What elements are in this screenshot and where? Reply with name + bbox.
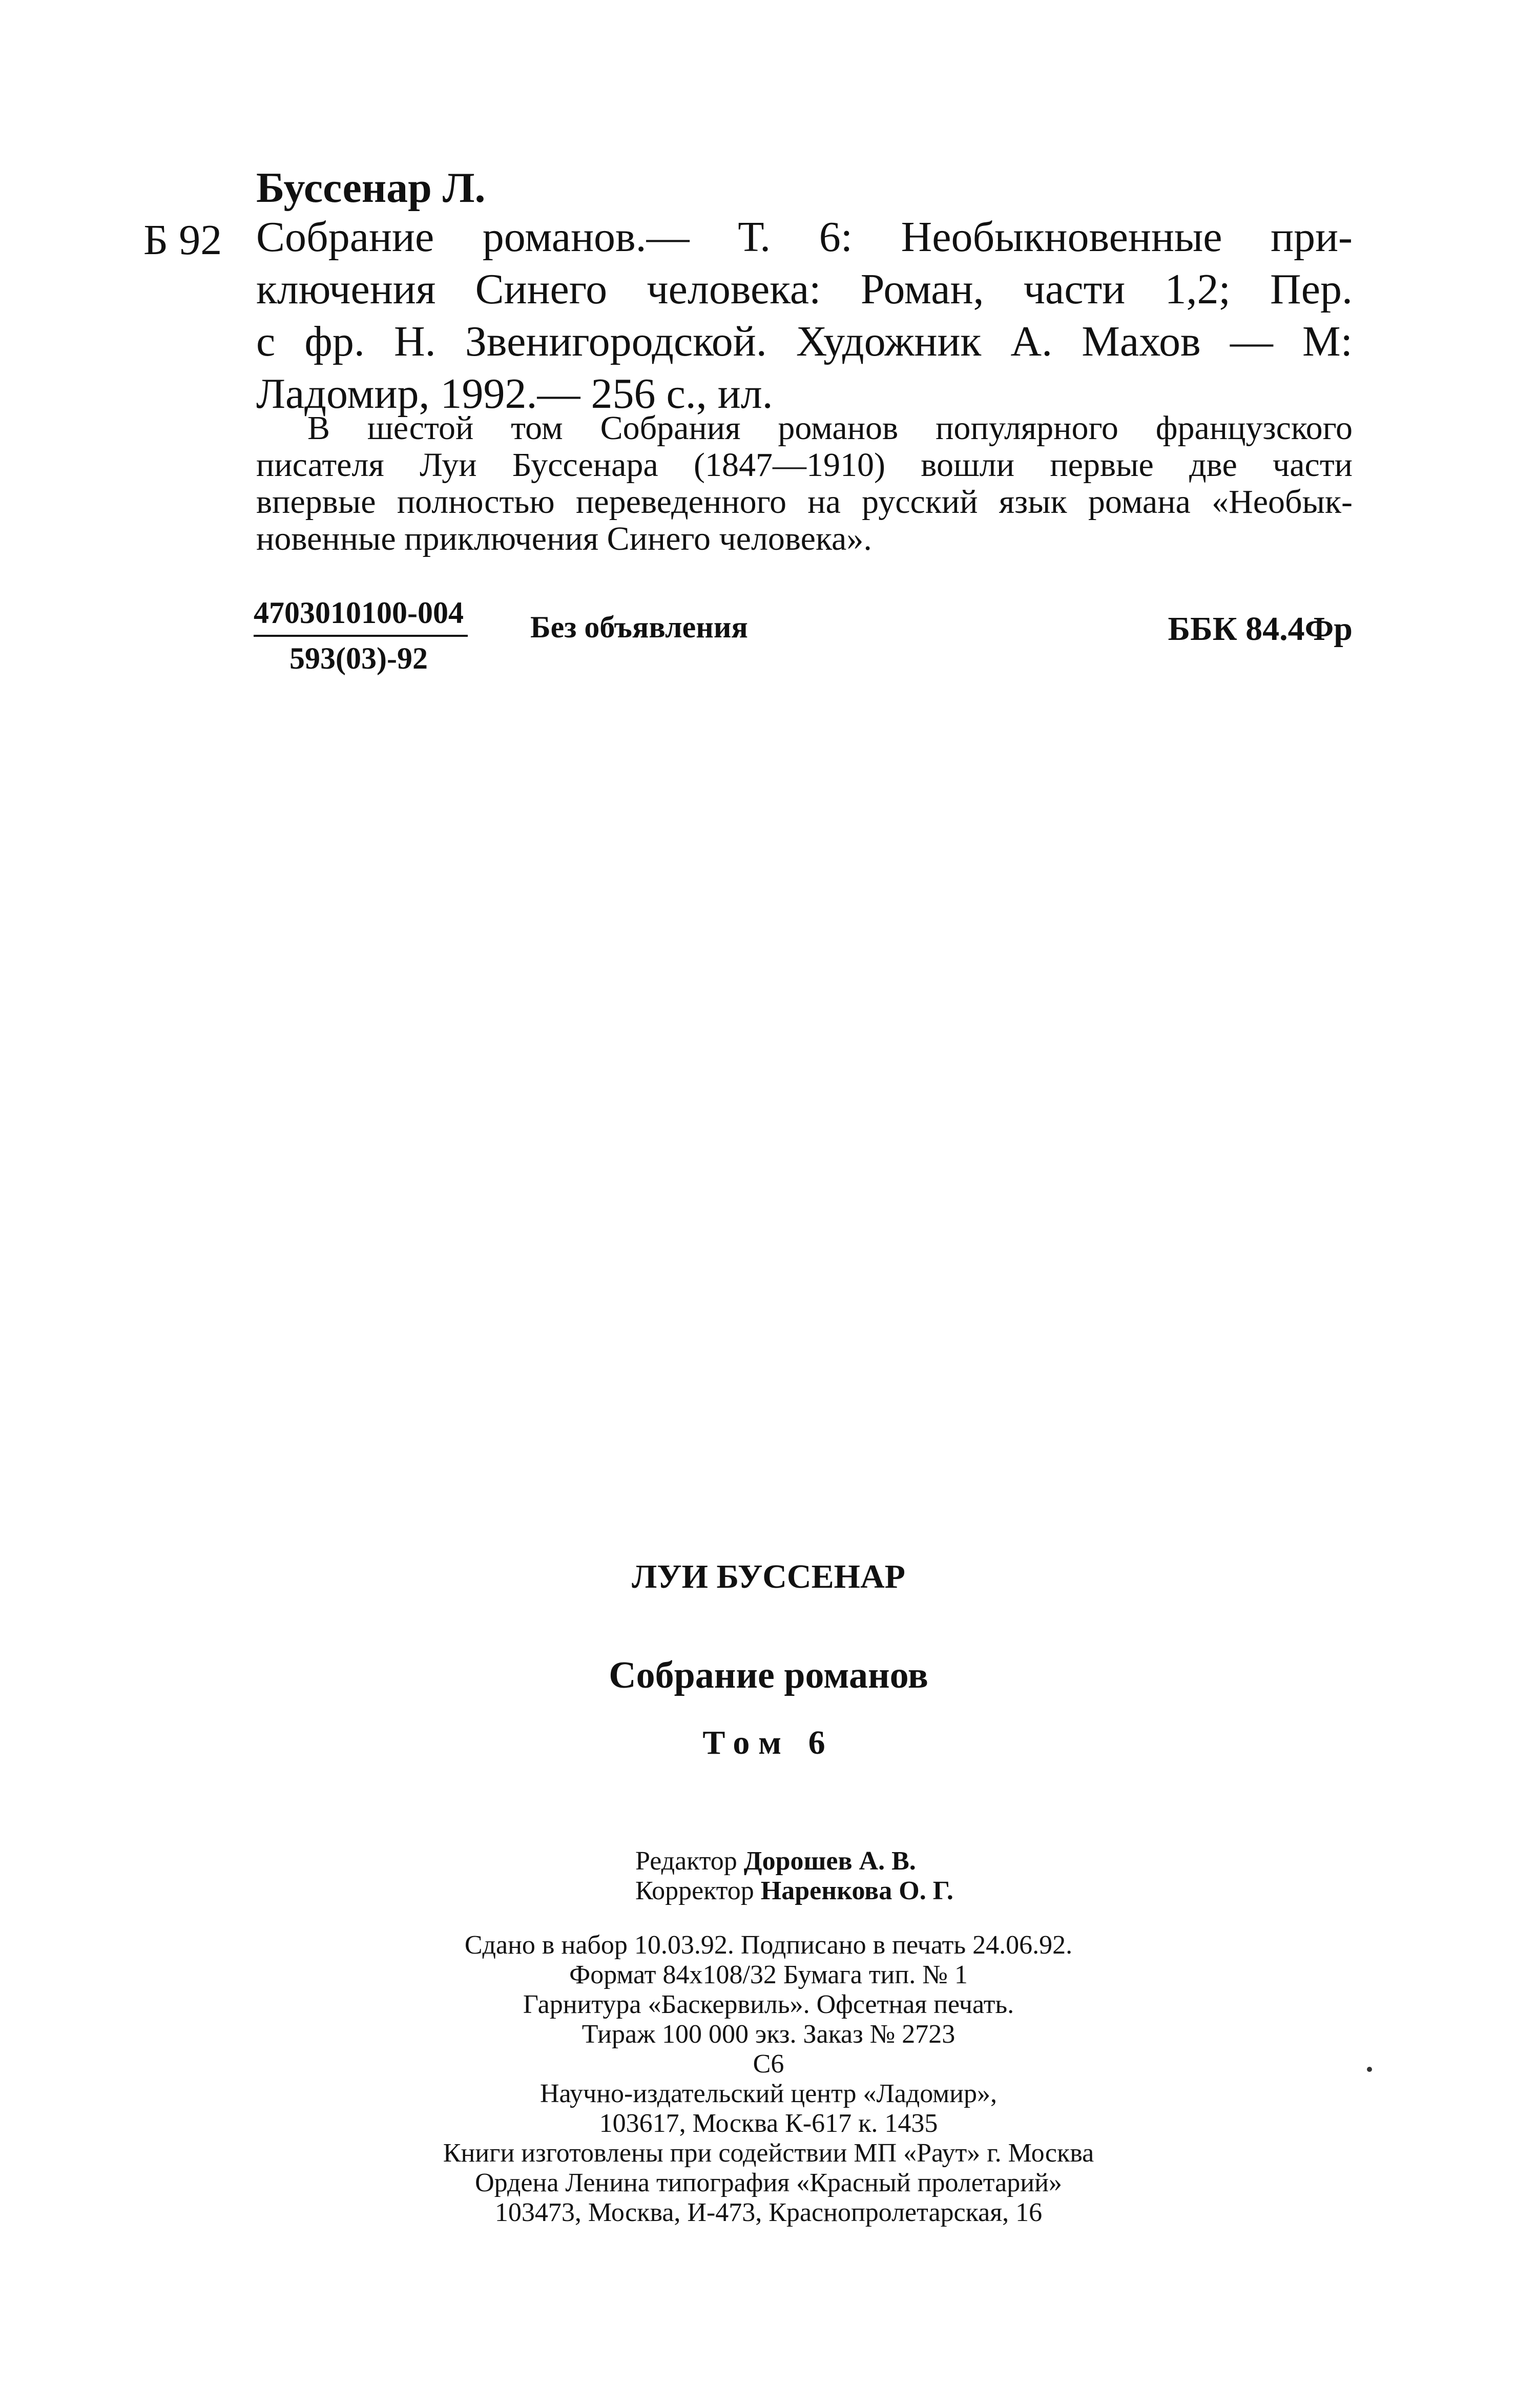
print-line: Сдано в набор 10.03.92. Подписано в печать 24.06.92. [464, 1930, 1073, 1960]
annotation-line: впервые полностью переведенного на русский язык романа «Необык- [256, 483, 1353, 521]
bib-line: с фр. Н. Звенигородской. Художник А. Махов — М: [256, 318, 1353, 365]
print-line: Формат 84x108/32 Бумага тип. № 1 [569, 1960, 968, 1989]
catalog-number-top: 4703010100-004 [254, 595, 468, 637]
imprint-title: Собрание романов [609, 1654, 928, 1696]
editor-row [635, 1846, 953, 1876]
proofreader-label: Корректор [635, 1876, 754, 1905]
print-line: Книги изготовлены при содействии МП «Раут» г. Москва [443, 2139, 1094, 2168]
bib-line: Ладомир, 1992.— 256 с., ил. [256, 370, 773, 418]
classification-code: Б 92 [143, 216, 222, 264]
editor-label: Редактор [635, 1846, 737, 1876]
print-line: Научно-издательский центр «Ладомир», [539, 2079, 998, 2108]
bib-line: Собрание романов.— Т. 6: Необыкновенные при- [256, 213, 1353, 261]
annotation-line: В шестой том Собрания романов популярного французского [307, 409, 1353, 447]
ink-speck [1367, 2067, 1372, 2072]
proofreader-name: Наренкова О. Г. [760, 1876, 953, 1905]
print-line: 103473, Москва, И-473, Краснопролетарская, 16 [494, 2198, 1043, 2227]
proofreader-row [635, 1876, 953, 1906]
annotation-line: новенные приключения Синего человека». [256, 520, 872, 557]
print-line: Тираж 100 000 экз. Заказ № 2723 [581, 2020, 956, 2049]
print-line: Ордена Ленина типография «Красный пролетарий» [475, 2168, 1062, 2197]
catalog-number [254, 595, 468, 676]
print-line: С6 [753, 2049, 784, 2079]
imprint-author: ЛУИ БУССЕНАР [632, 1558, 905, 1595]
imprint-volume: Том 6 [702, 1724, 835, 1761]
editorial-staff [635, 1846, 953, 1906]
print-line: Гарнитура «Баскервиль». Офсетная печать. [523, 1990, 1014, 2019]
bib-line: ключения Синего человека: Роман, части 1,2; Пер. [256, 265, 1353, 313]
author-heading: Буссенар Л. [256, 164, 486, 212]
print-line: 103617, Москва К-617 к. 1435 [599, 2109, 938, 2138]
print-details [0, 1930, 1537, 2228]
annotation [256, 410, 1353, 557]
editor-name: Дорошев А. В. [743, 1846, 916, 1876]
bibliographic-description [256, 211, 1353, 420]
no-ads-note: Без объявления [530, 610, 748, 644]
catalog-number-bottom: 593(03)-92 [289, 641, 428, 675]
annotation-line: писателя Луи Буссенара (1847—1910) вошли первые две части [256, 446, 1353, 484]
bbk-index: ББК 84.4Фр [1168, 610, 1353, 648]
